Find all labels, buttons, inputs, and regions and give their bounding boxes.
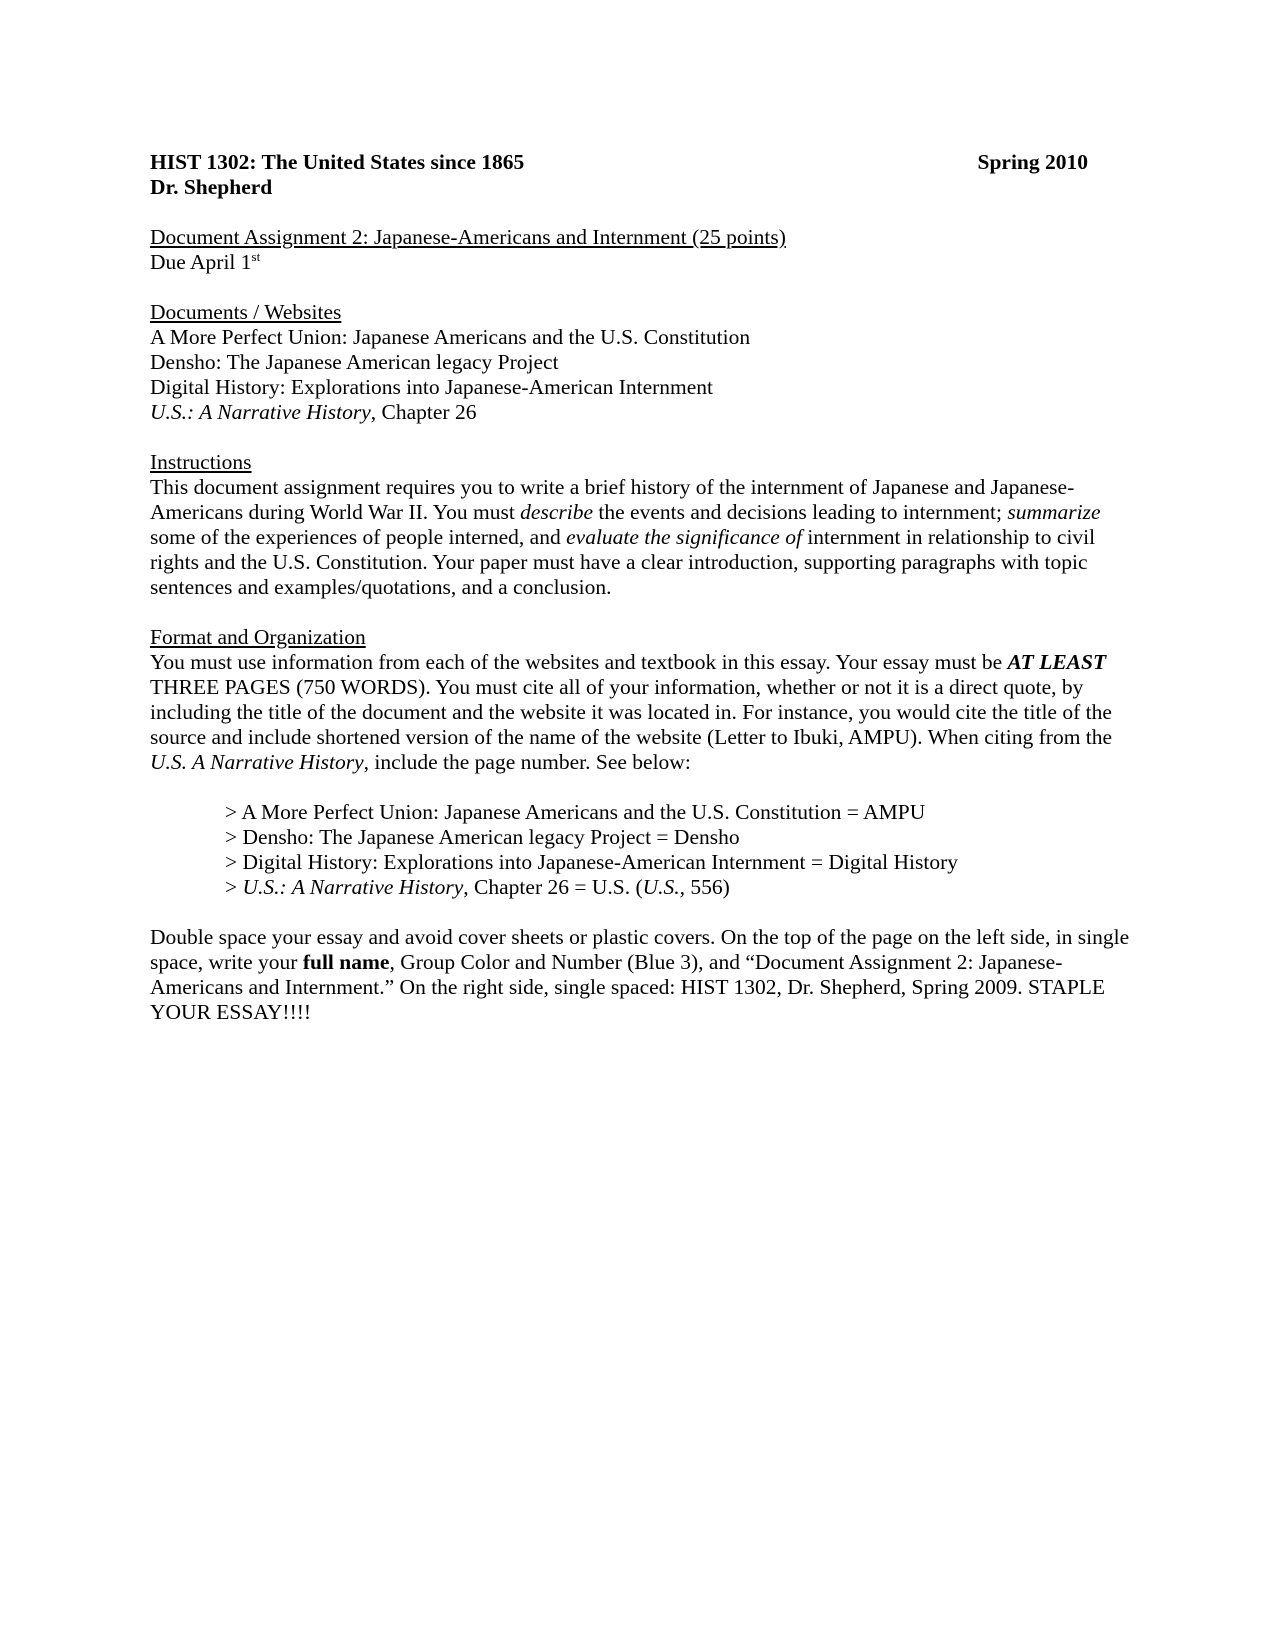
citation-item: > Densho: The Japanese American legacy Project = Densho (225, 825, 740, 849)
header-row (150, 150, 1088, 175)
citation-item-textbook: > U.S.: A Narrative History, Chapter 26 = U.S. (U.S., 556) (225, 875, 730, 899)
instructions-heading: Instructions (150, 450, 252, 474)
citation-item: > A More Perfect Union: Japanese Americans and the U.S. Constitution = AMPU (225, 800, 926, 824)
instructions-paragraph: This document assignment requires you to write a brief history of the internment of Japanese and Japanese-Americans during World War II. You must describe the events and decisions leading to internment; summarize some of the experiences of people interned, and evaluate the significance of internment in relationship to civil rights and the U.S. Constitution. Your paper must have a clear introduction, supporting paragraphs with topic sentences and examples/quotations, and a conclusion. (150, 475, 1101, 599)
due-date-text: Due April 1 (150, 250, 252, 274)
term: Spring 2010 (977, 150, 1088, 174)
due-date-suffix: st (251, 248, 261, 264)
document-item: Digital History: Explorations into Japanese-American Internment (150, 375, 714, 399)
instructor-name: Dr. Shepherd (150, 175, 273, 199)
citation-item: > Digital History: Explorations into Japanese-American Internment = Digital History (225, 850, 958, 874)
document-item: A More Perfect Union: Japanese Americans and the U.S. Constitution (150, 325, 751, 349)
textbook-chapter: , Chapter 26 (370, 400, 477, 424)
due-date (150, 250, 1130, 275)
document-item: Densho: The Japanese American legacy Project (150, 350, 559, 374)
documents-heading: Documents / Websites (150, 300, 342, 324)
format-heading: Format and Organization (150, 625, 366, 649)
document-page (150, 150, 1130, 1025)
closing-paragraph: Double space your essay and avoid cover sheets or plastic covers. On the top of the page on the left side, in single space, write your full name, Group Color and Number (Blue 3), and “Document Assignment 2: Japanese-Americans and Internment.” On the right side, single spaced: HIST 1302, Dr. Shepherd, Spring 2009. STAPLE YOUR ESSAY!!!! (150, 925, 1130, 1024)
document-item-textbook (150, 400, 1130, 425)
assignment-title: Document Assignment 2: Japanese-Americans and Internment (25 points) (150, 225, 786, 249)
textbook-title: U.S.: A Narrative History (150, 400, 371, 424)
format-paragraph: You must use information from each of the websites and textbook in this essay. Your essay must be AT LEAST THREE PAGES (750 WORDS). You must cite all of your information, whether or not it is a direct quote, by including the title of the document and the website it was located in. For instance, you would cite the title of the source and include shortened version of the name of the website (Letter to Ibuki, AMPU). When citing from the U.S. A Narrative History, include the page number. See below: (150, 650, 1113, 774)
course-title: HIST 1302: The United States since 1865 (150, 150, 525, 174)
